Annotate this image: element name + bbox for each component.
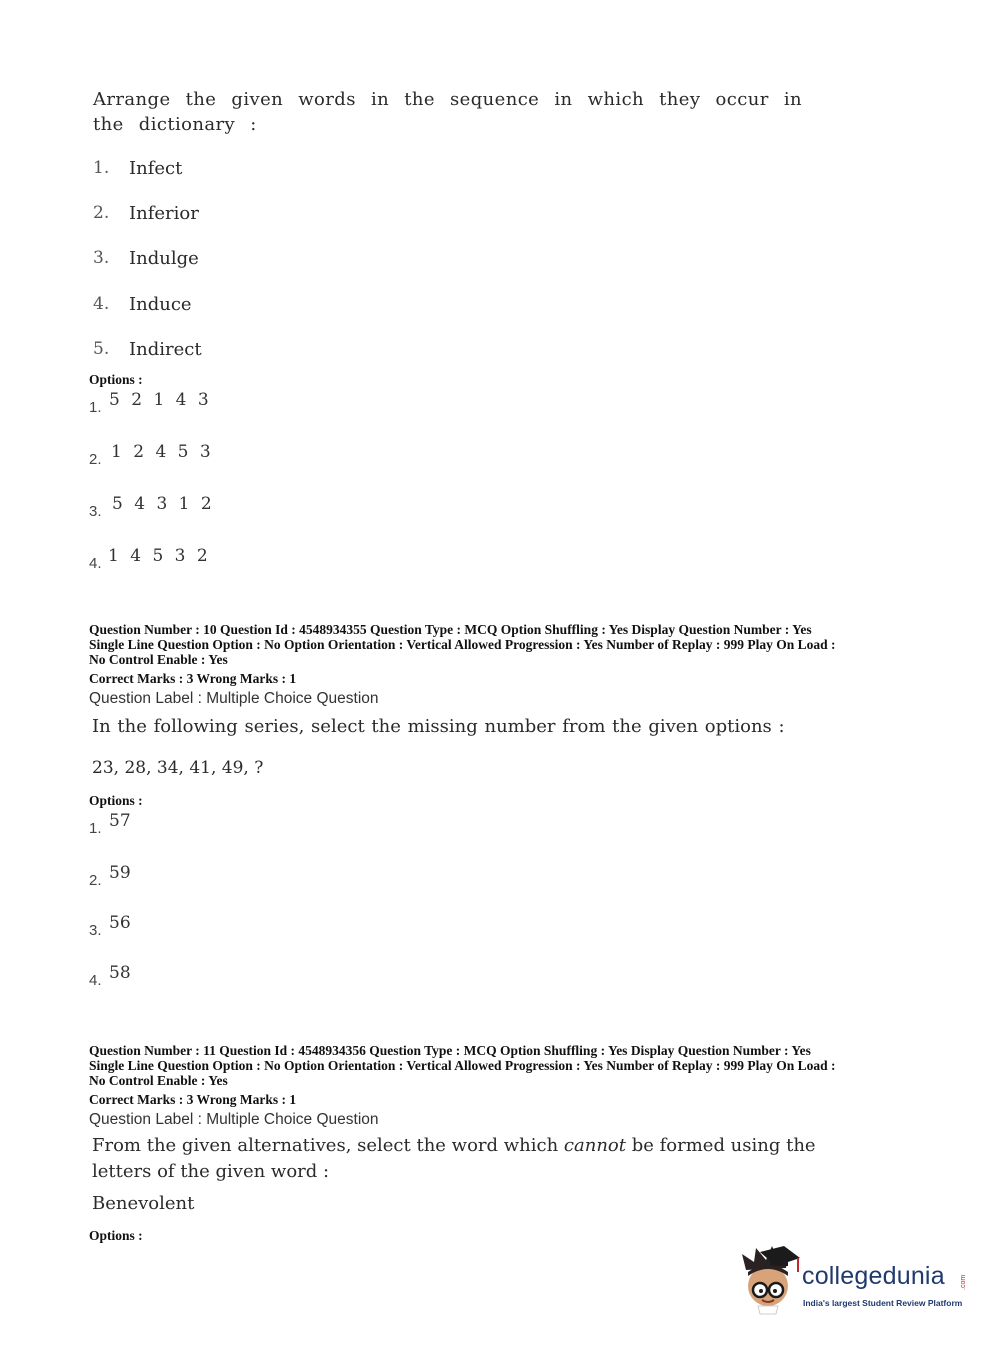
q9-option-2[interactable] — [89, 442, 289, 470]
q9-item-word: Inferior — [129, 203, 199, 224]
q9-item-word: Indulge — [129, 248, 199, 269]
q11-stem-text: From the given alternatives, select the word which — [92, 1135, 564, 1156]
q11-stem-emphasis: cannot — [563, 1135, 626, 1156]
option-value: 5 4 3 1 2 — [112, 494, 215, 514]
option-value: 56 — [109, 913, 131, 933]
q10-options-label: Options : — [89, 793, 143, 808]
q11-metadata — [89, 1043, 949, 1088]
q10-meta-line: Single Line Question Option : No Option Orientation : Vertical Allowed Progression : Yes Number of Replay : 999 Play On Load : — [89, 637, 836, 652]
q10-series: 23, 28, 34, 41, 49, ? — [92, 758, 264, 778]
option-number: 2. — [89, 872, 102, 889]
q10-option-3[interactable] — [89, 913, 209, 941]
q9-item — [93, 339, 202, 360]
q11-meta-line: No Control Enable : Yes — [89, 1073, 228, 1088]
q11-stem-line2: letters of the given word : — [92, 1161, 330, 1182]
q11-question-label: Question Label : Multiple Choice Question — [89, 1111, 379, 1128]
q9-stem: Arrange the given words in the sequence in which they occur in the dictionary : — [93, 89, 803, 135]
option-value: 1 4 5 3 2 — [108, 546, 211, 566]
q11-meta-line: Single Line Question Option : No Option Orientation : Vertical Allowed Progression : Yes Number of Replay : 999 Play On Load : — [89, 1058, 836, 1073]
q10-question-label: Question Label : Multiple Choice Question — [89, 690, 379, 707]
q9-item-number: 4. — [93, 294, 110, 314]
option-value: 5 2 1 4 3 — [109, 390, 212, 410]
q9-item-word: Infect — [129, 158, 183, 179]
q10-stem: In the following series, select the missing number from the given options : — [92, 716, 785, 737]
q10-marks: Correct Marks : 3 Wrong Marks : 1 — [89, 671, 297, 686]
collegedunia-logo[interactable] — [740, 1246, 970, 1318]
option-value: 57 — [109, 811, 131, 831]
q11-marks: Correct Marks : 3 Wrong Marks : 1 — [89, 1092, 297, 1107]
q9-item — [93, 294, 192, 315]
q11-stem — [92, 1133, 832, 1185]
q9-item-number: 3. — [93, 248, 110, 268]
logo-dotcom: .com — [960, 1274, 967, 1290]
option-number: 3. — [89, 503, 102, 520]
q9-option-1[interactable] — [89, 390, 289, 418]
q9-item-word: Indirect — [129, 339, 202, 360]
option-number: 4. — [89, 555, 102, 572]
option-value: 59 — [109, 863, 131, 883]
mascot-icon — [740, 1246, 800, 1316]
q9-item — [93, 203, 199, 224]
q10-option-1[interactable] — [89, 811, 209, 839]
q9-item — [93, 248, 199, 269]
q11-meta-line: Question Number : 11 Question Id : 4548934356 Question Type : MCQ Option Shuffling : Yes Display Question Number : Yes — [89, 1043, 811, 1058]
q11-options-label: Options : — [89, 1228, 143, 1243]
q10-option-2[interactable] — [89, 863, 209, 891]
q10-option-4[interactable] — [89, 963, 209, 991]
q9-item-number: 2. — [93, 203, 110, 223]
q9-item-word: Induce — [129, 294, 192, 315]
logo-wordmark: collegedunia — [802, 1262, 945, 1290]
q11-stem-text: be formed using the — [626, 1135, 816, 1156]
option-number: 4. — [89, 972, 102, 989]
q11-given-word: Benevolent — [92, 1193, 195, 1214]
option-number: 1. — [89, 399, 102, 416]
option-number: 1. — [89, 820, 102, 837]
q9-item-number: 1. — [93, 158, 110, 178]
option-value: 1 2 4 5 3 — [111, 442, 214, 462]
option-value: 58 — [109, 963, 131, 983]
logo-tagline: India's largest Student Review Platform — [803, 1298, 963, 1308]
q9-item — [93, 158, 183, 179]
q10-meta-line: Question Number : 10 Question Id : 4548934355 Question Type : MCQ Option Shuffling : Yes Display Question Number : Yes — [89, 622, 812, 637]
q10-meta-line: No Control Enable : Yes — [89, 652, 228, 667]
q9-option-3[interactable] — [89, 494, 289, 522]
q9-item-number: 5. — [93, 339, 110, 359]
q10-metadata — [89, 622, 949, 667]
option-number: 3. — [89, 922, 102, 939]
q9-options-label: Options : — [89, 372, 143, 387]
option-number: 2. — [89, 451, 102, 468]
q9-option-4[interactable] — [89, 546, 289, 574]
